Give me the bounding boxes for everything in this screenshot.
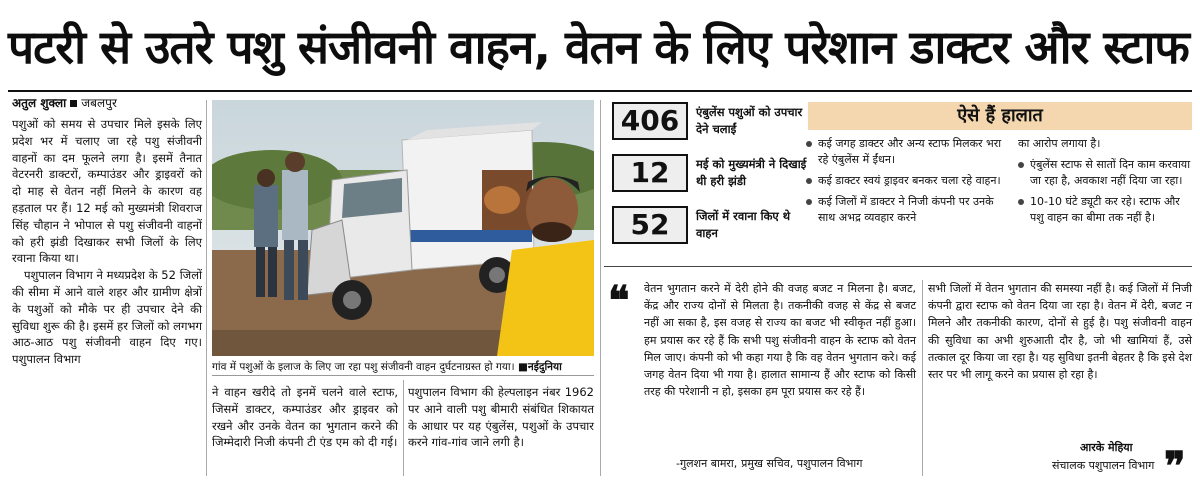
conditions-item-continuation: का आरोप लगाया है। — [1018, 137, 1101, 150]
quote-1-designation: प्रमुख सचिव, पशुपालन विभाग — [741, 457, 863, 470]
column-divider — [922, 280, 923, 476]
headline: पटरी से उतरे पशु संजीवनी वाहन, वेतन के लिए परेशान डाक्टर और स्टाफ — [8, 20, 1189, 74]
quote-open-icon: ❝ — [608, 277, 630, 324]
stat-text: एंबुलेंस पशुओं को उपचार देने चलाईं — [696, 105, 803, 136]
section-rule — [604, 266, 1192, 267]
conditions-item: एंबुलेंस स्टाफ से सातों दिन काम करवाया जा रहा है, अवकाश नहीं दिया जा रहा। — [1018, 157, 1194, 189]
article-column-1 — [12, 116, 202, 368]
conditions-item: कई डाक्टर स्वयं ड्राइवर बनकर चला रहे वाहन। — [806, 173, 1002, 189]
photo-caption — [212, 358, 594, 376]
dateline-place: जबलपुर — [81, 96, 117, 110]
column-divider — [206, 100, 207, 476]
damaged-ambulance-image — [212, 100, 594, 356]
quote-text-2: सभी जिलों में वेतन भुगतान की समस्या नहीं है। कई जिलों में निजी कंपनी द्वारा स्टाफ को वेतन दिया जा रहा है। वेतन में देरी, बजट न मिलने और तकनीकी कारण, दोनों से हुई है। पशु संजीवनी वाहन की सुविधा का अभी शुरुआती दौर है, जो भी खामियां हैं, उसे तत्काल दूर किया जा रहा है। यह सुविधा इतनी बेहतर है कि इसे देश स्तर पर भी लागू करने का प्रयास हो रहा है। — [928, 282, 1192, 382]
quote-1-name: -गुलशन बामरा, — [676, 457, 738, 470]
stat-number: 52 — [612, 206, 688, 244]
author-name: अतुल शुक्ला — [12, 96, 67, 110]
article-column-2 — [212, 384, 398, 451]
article-paragraph: पशुओं को समय से उपचार मिले इसके लिए प्रदेश भर में चलाए जा रहे पशु संजीवनी वाहनों का दम फूलने लगा है। इसमें तैनात वेटरनरी डाक्टरों, कम्पाउंडर और ड्राइवरों को दो माह से वेतन नहीं मिलने के कारण वह हड़ताल पर हैं। 12 मई को मुख्यमंत्री शिवराज सिंह चौहान ने भोपाल से पशु संजीवनी वाहनों को हरी झंडी दिखाकर सभी जिलों के लिए रवाना किया था। — [12, 117, 202, 266]
article-paragraph: पशुपालन विभाग की हेल्पलाइन नंबर 1962 पर आने वाली पशु बीमारी संबंधित शिकायत के आधार पर यह एंबुलेंस, पशुओं के उपचार करने गांव-गांव जाने लगी है। — [408, 385, 594, 450]
quote-text-1: वेतन भुगतान करने में देरी होने की वजह बजट न मिलना है। बजट, केंद्र और राज्य दोनों से मिलता है। तकनीकी वजह से केंद्र से बजट नहीं आ सका है, इस वजह से राज्य का बजट भी स्वीकृत नहीं हुआ। हम प्रयास कर रहे हैं कि सभी पशु संजीवनी वाहन के स्टाफ को वेतन मिल जाए। कंपनी को भी कहा गया है कि वह वेतन भुगतान करे। कई जगह वेतन दिया भी गया है। हालात सामान्य हैं और स्टाफ को किसी तरह की परेशानी न हो, इसका हम पूरा प्रयास कर रहे हैं। — [644, 282, 916, 399]
article-paragraph: ने वाहन खरीदे तो इनमें चलने वाले स्टाफ, जिसमें डाक्टर, कम्पाउंडर और ड्राइवर को रखने और उनके वेतन का भुगतान करने की जिम्मेदारी निजी कंपनी टी एंड एम को दी गई। — [212, 385, 398, 450]
article-paragraph: पशुपालन विभाग ने मध्यप्रदेश के 52 जिलों की सीमा में आने वाले शहर और ग्रामीण क्षेत्रों के पशुओं को मौके पर ही उपचार देने की सुविधा शुरू की है। इसमें हर जिलों को लगभग आठ-आठ पशु संजीवनी वाहन दिए गए। पशुपालन विभाग — [12, 268, 202, 367]
quote-2-name: आरके मेहिया — [1080, 441, 1133, 454]
caption-text: गांव में पशुओं के इलाज के लिए जा रहा पशु संजीवनी वाहन दुर्घटनाग्रस्त हो गया। — [212, 361, 515, 373]
quote-1-signature — [676, 456, 862, 471]
stat-text: मई को मुख्यमंत्री ने दिखाई थी हरी झंडी — [696, 157, 807, 188]
byline-square-icon — [70, 100, 77, 107]
conditions-item: 10-10 घंटे ड्यूटी कर रहे। स्टाफ और पशु वाहन का बीमा तक नहीं है। — [1018, 194, 1194, 226]
column-divider — [600, 100, 601, 476]
stat-number: 12 — [612, 154, 688, 192]
stat-number: 406 — [612, 102, 688, 140]
conditions-item: कई जिलों में डाक्टर ने निजी कंपनी पर उनके साथ अभद्र व्यवहार करने — [806, 194, 1002, 226]
column-divider — [403, 380, 404, 476]
conditions-list-left — [806, 136, 1002, 231]
photo-credit: नईदुनिया — [527, 361, 562, 373]
news-photo — [212, 100, 594, 356]
stat-text: जिलों में रवाना किए थे वाहन — [696, 209, 791, 240]
byline — [12, 94, 117, 111]
article-column-3 — [408, 384, 594, 451]
conditions-title: ऐसे हैं हालात — [808, 102, 1192, 130]
quote-close-icon: ❞ — [1164, 443, 1186, 486]
caption-square-icon: ■ — [517, 361, 528, 373]
headline-rule — [8, 90, 1192, 92]
quote-2-designation: संचालक पशुपालन विभाग — [1052, 459, 1155, 472]
conditions-item: कई जगह डाक्टर और अन्य स्टाफ मिलकर भरा रहे एंबुलेंस में ईंधन। — [806, 136, 1002, 168]
conditions-list-right — [1018, 136, 1194, 231]
